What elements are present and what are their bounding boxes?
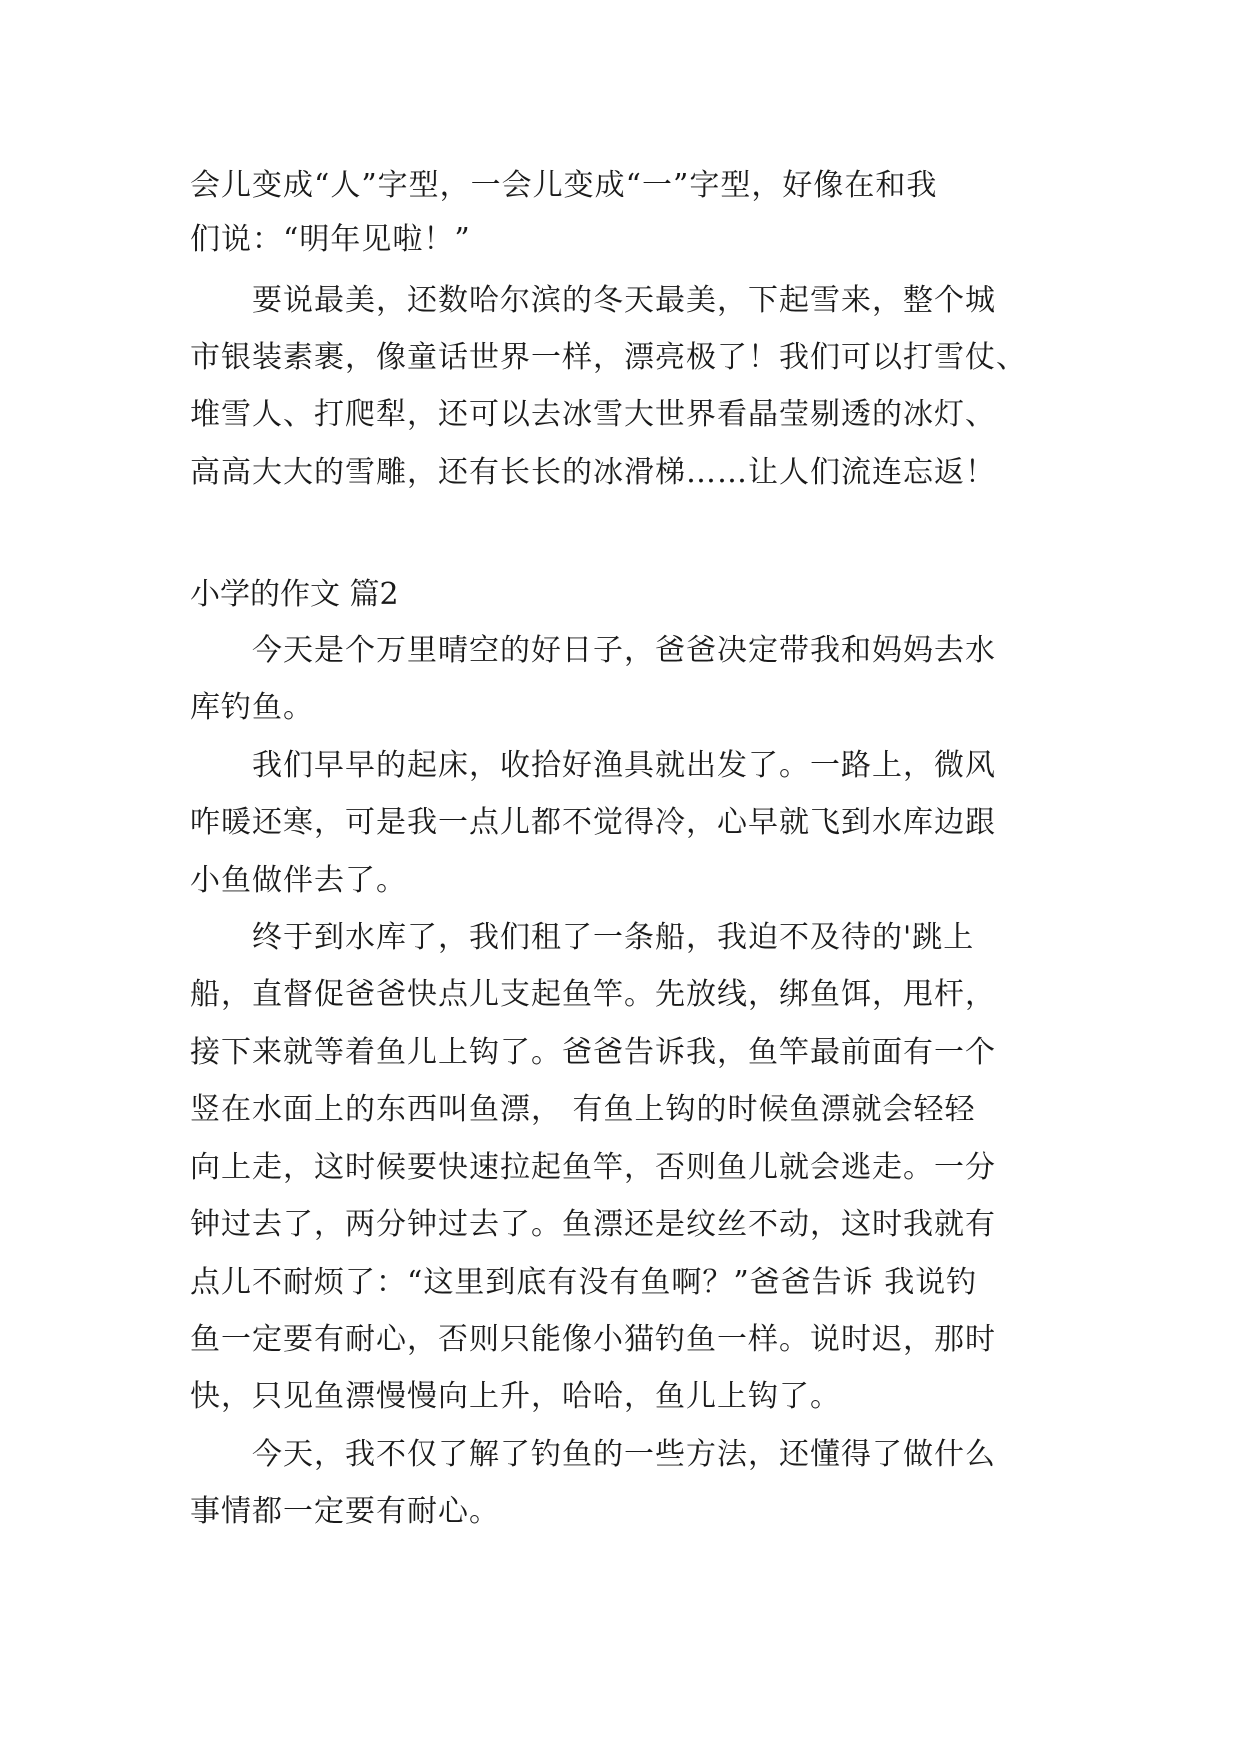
text-line: 接下来就等着鱼儿上钩了。爸爸告诉我，鱼竿最前面有一个 [190, 1035, 996, 1070]
paragraph-first-line: 今天，我不仅了解了钓鱼的一些方法，还懂得了做什么 [252, 1437, 996, 1472]
text-line: 库钓鱼。 [190, 690, 314, 725]
paragraph-first-line: 终于到水库了，我们租了一条船，我迫不及待的'跳上 [252, 920, 975, 955]
text-line: 咋暖还寒，可是我一点儿都不觉得冷，心早就飞到水库边跟 [190, 805, 996, 840]
paragraph-first-line: 今天是个万里晴空的好日子，爸爸决定带我和妈妈去水 [252, 633, 996, 668]
text-line: 堆雪人、打爬犁，还可以去冰雪大世界看晶莹剔透的冰灯、 [190, 397, 996, 432]
paragraph-first-line: 我们早早的起床，收拾好渔具就出发了。一路上，微风 [252, 748, 996, 783]
text-line: 快，只见鱼漂慢慢向上升，哈哈，鱼儿上钩了。 [190, 1379, 841, 1414]
text-line: 船，直督促爸爸快点儿支起鱼竿。先放线，绑鱼饵，甩杆， [190, 977, 996, 1012]
text-line: 市银装素裹，像童话世界一样，漂亮极了！我们可以打雪仗、 [190, 340, 1027, 375]
text-line: 竖在水面上的东西叫鱼漂， 有鱼上钩的时候鱼漂就会轻轻 [190, 1092, 976, 1127]
text-line: 钟过去了，两分钟过去了。鱼漂还是纹丝不动，这时我就有 [190, 1207, 996, 1242]
text-line: 点儿不耐烦了：“这里到底有没有鱼啊？”爸爸告诉 我说钓 [190, 1265, 978, 1300]
text-line: 们说：“明年见啦！” [190, 222, 471, 257]
text-line: 高高大大的雪雕，还有长长的冰滑梯……让人们流连忘返！ [190, 455, 996, 490]
text-line: 向上走，这时候要快速拉起鱼竿，否则鱼儿就会逃走。一分 [190, 1150, 996, 1185]
text-line: 会儿变成“人”字型，一会儿变成“一”字型，好像在和我 [190, 168, 938, 203]
section-heading: 小学的作文 篇2 [190, 577, 399, 612]
paragraph-first-line: 要说最美，还数哈尔滨的冬天最美，下起雪来，整个城 [252, 283, 996, 318]
text-line: 鱼一定要有耐心，否则只能像小猫钓鱼一样。说时迟，那时 [190, 1322, 996, 1357]
text-line: 事情都一定要有耐心。 [190, 1494, 500, 1529]
text-line: 小鱼做伴去了。 [190, 863, 407, 898]
